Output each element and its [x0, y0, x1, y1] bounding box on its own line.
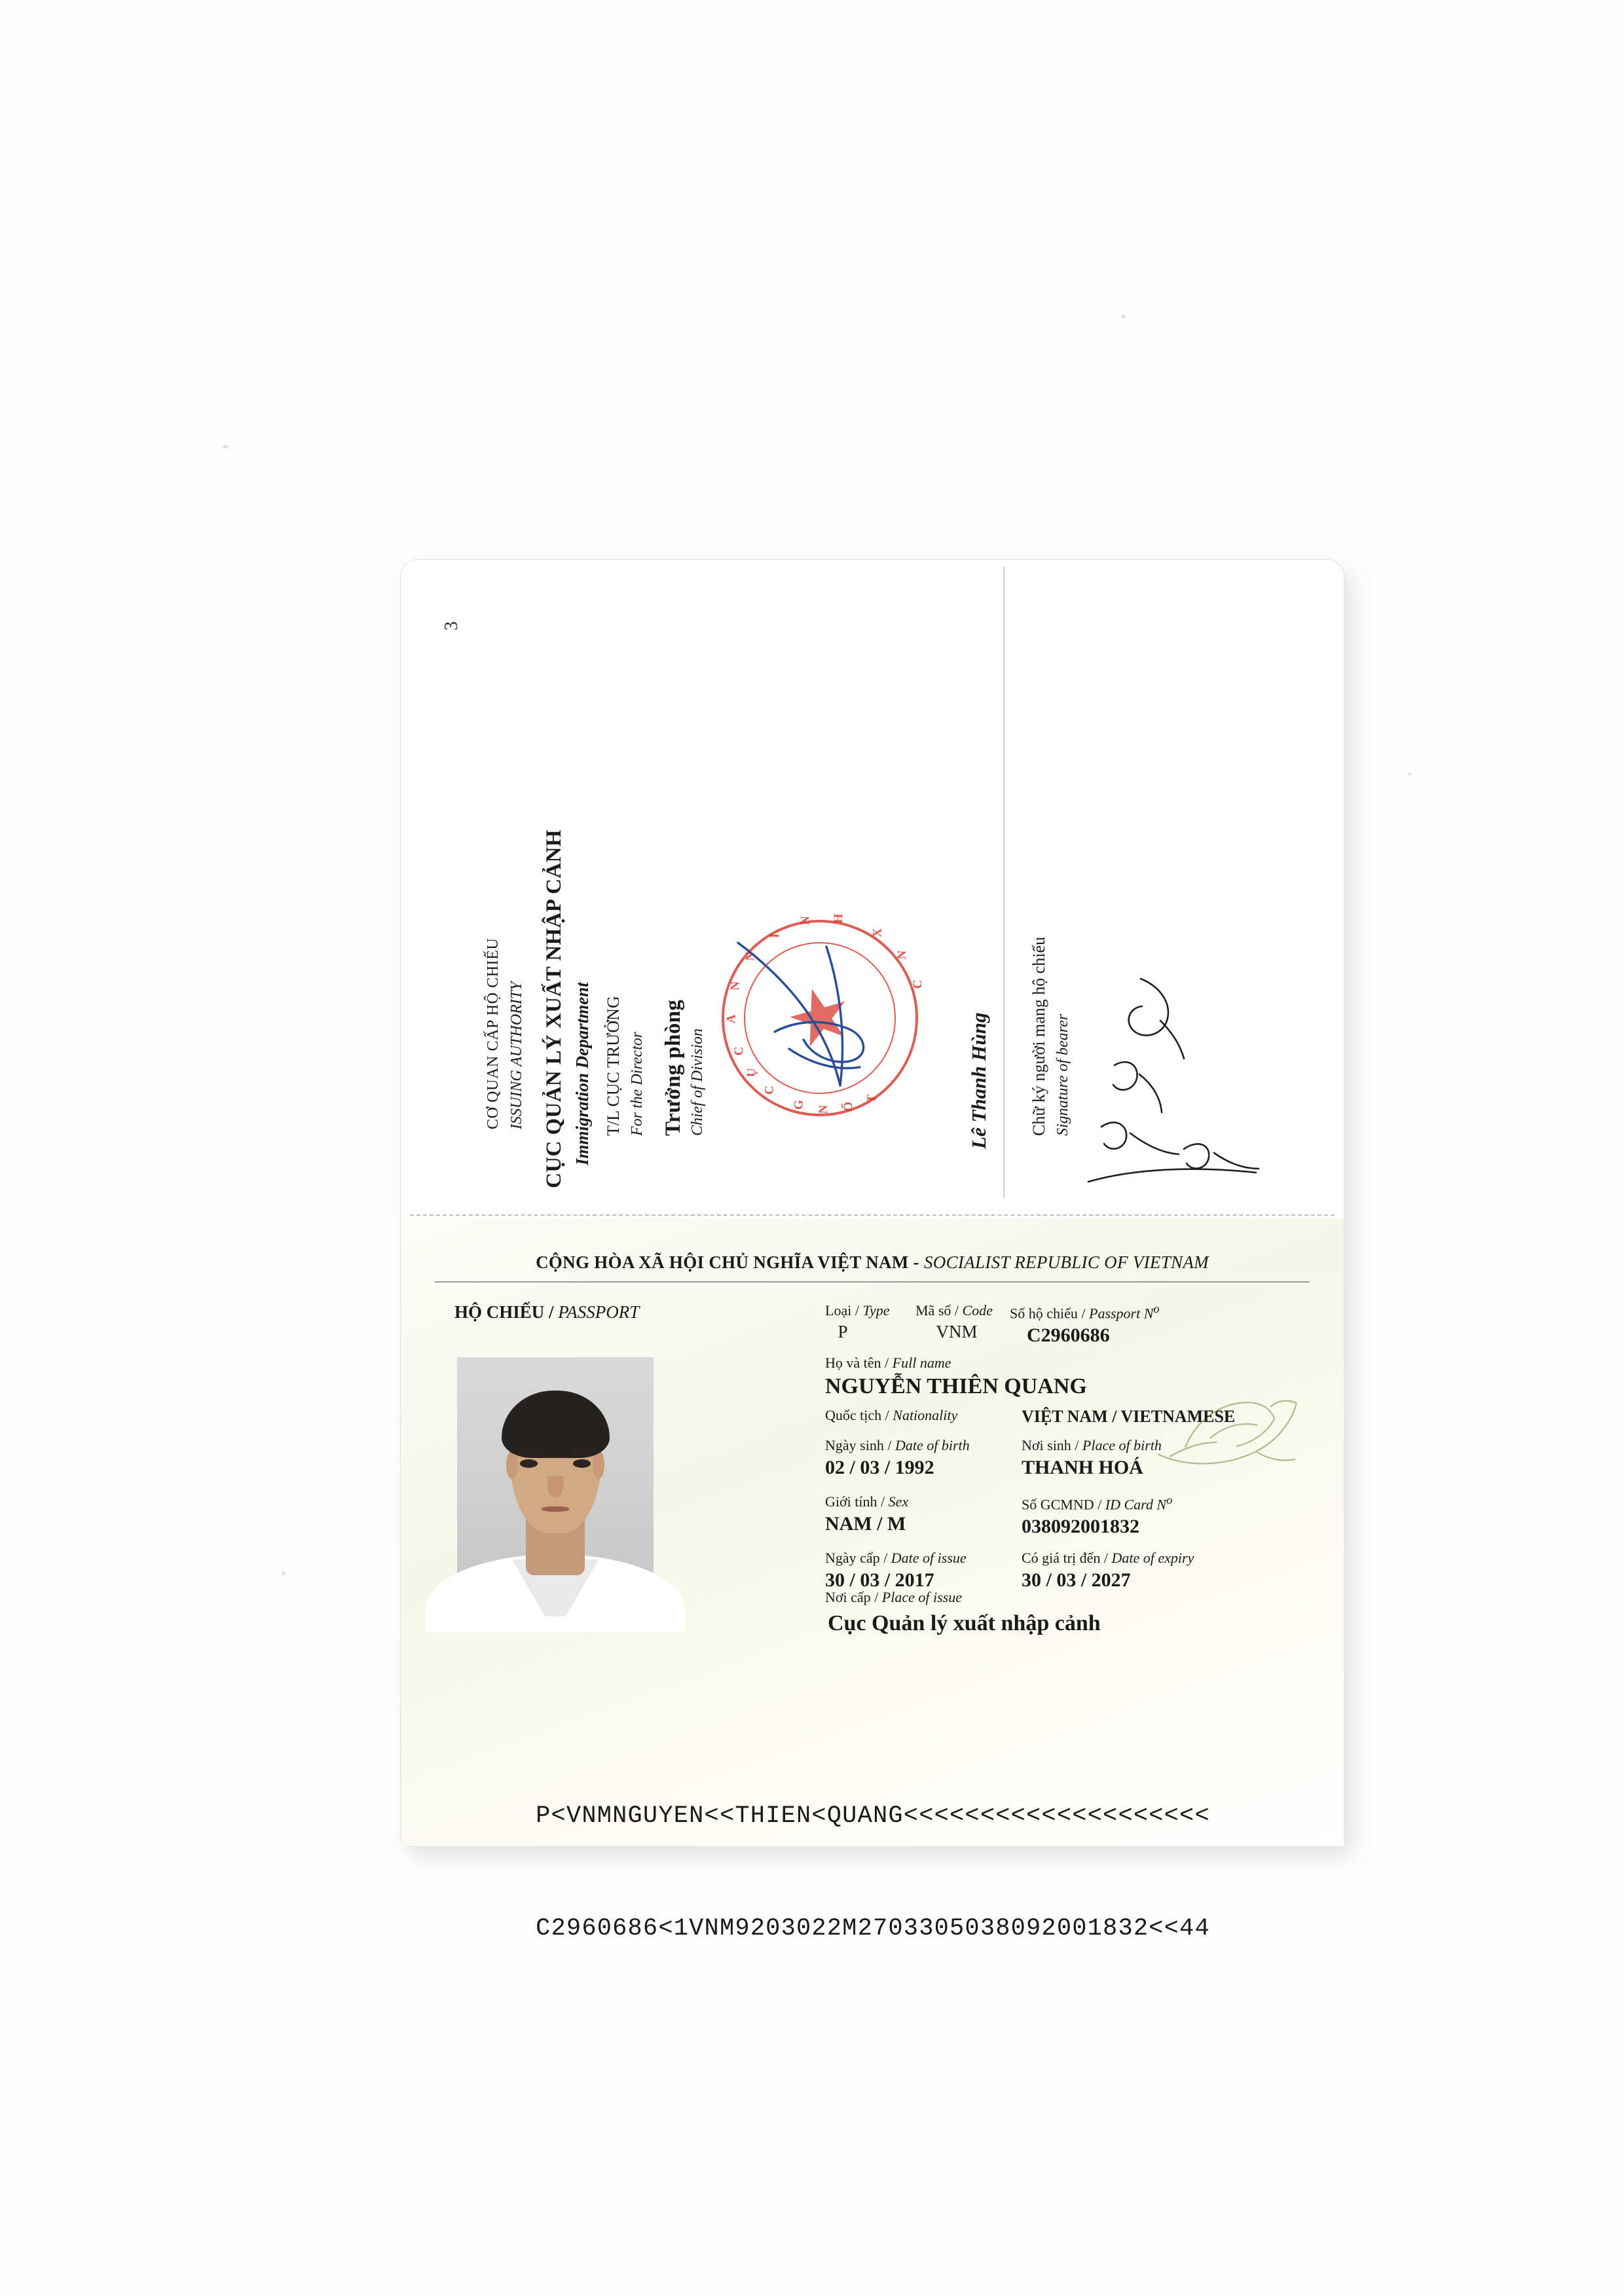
passport-photo — [457, 1357, 654, 1616]
machine-readable-zone — [437, 1722, 1308, 2023]
field-date-of-expiry — [1022, 1550, 1194, 1592]
officer-title-en: Chief of Division — [689, 1029, 706, 1136]
field-id-card-number — [1022, 1493, 1172, 1538]
field-date-of-birth-caption: Ngày sinh / Date of birth — [825, 1437, 970, 1453]
field-passport-number — [1010, 1302, 1160, 1347]
field-place-of-birth-caption: Nơi sinh / Place of birth — [1022, 1437, 1162, 1453]
field-code — [915, 1302, 998, 1342]
field-nationality-value-wrap — [1022, 1407, 1235, 1427]
field-sex-caption: Giới tính / Sex — [825, 1493, 909, 1510]
scan-speck — [223, 445, 229, 448]
field-date-of-birth — [825, 1437, 970, 1479]
country-title-vi: CỘNG HÒA XÃ HỘI CHỦ NGHĨA VIỆT NAM - — [536, 1252, 924, 1272]
passport-spread — [401, 560, 1344, 1942]
field-date-of-expiry-caption: Có giá trị đến / Date of expiry — [1022, 1550, 1194, 1566]
page-divider — [1003, 566, 1005, 1198]
scan-speck — [282, 1571, 286, 1575]
page-fold-line — [410, 1214, 1335, 1216]
passport-page-3 — [401, 560, 1344, 1214]
field-date-of-birth-value: 02 / 03 / 1992 — [825, 1457, 934, 1478]
field-date-of-issue — [825, 1550, 967, 1592]
document-label-vi: HỘ CHIẾU / — [454, 1302, 559, 1322]
mrz-line-1: P<VNMNGUYEN<<THIEN<QUANG<<<<<<<<<<<<<<<<<<<< — [536, 1802, 1210, 1830]
bearer-signature-caption-en: Signature of bearer — [1054, 1013, 1071, 1136]
official-signature — [712, 903, 928, 1120]
country-title-en: SOCIALIST REPUBLIC OF VIETNAM — [923, 1252, 1209, 1272]
field-place-of-birth — [1022, 1437, 1162, 1479]
page-number: 3 — [441, 621, 462, 630]
field-full-name-value: NGUYỄN THIÊN QUANG — [825, 1374, 1087, 1398]
field-id-card-number-caption: Số GCMND / ID Card $N^o$ — [1022, 1493, 1173, 1513]
passport-data-page — [401, 1218, 1344, 1942]
field-date-of-issue-caption: Ngày cấp / Date of issue — [825, 1550, 967, 1566]
issuing-authority-caption-vi: CƠ QUAN CẤP HỘ CHIẾU — [485, 938, 502, 1129]
country-title — [401, 1252, 1344, 1273]
document-label — [454, 1302, 639, 1322]
official-seal-icon: T Ổ N G C Ụ C A N N I N H X N C — [718, 917, 921, 1120]
scan-speck — [1121, 314, 1126, 319]
officer-name: Lê Thanh Hùng — [967, 1012, 990, 1149]
field-type — [825, 1302, 890, 1342]
field-sex — [825, 1493, 908, 1535]
mrz-line-2: C2960686<1VNM9203022M2703305038092001832<<44 — [536, 1914, 1210, 1942]
dove-watermark-icon — [1146, 1369, 1310, 1493]
field-place-of-issue-value: Cục Quản lý xuất nhập cảnh — [828, 1611, 1101, 1635]
field-id-card-number-value: 038092001832 — [1022, 1516, 1139, 1538]
issuing-authority-caption-en: ISSUING AUTHORITY — [508, 981, 525, 1129]
document-label-en: PASSPORT — [558, 1302, 640, 1322]
field-type-value: P — [838, 1322, 848, 1341]
bearer-signature-caption-vi: Chữ ký người mang hộ chiếu — [1029, 936, 1048, 1136]
bearer-handwritten-signature — [1062, 953, 1278, 1214]
field-passport-number-caption: Số hộ chiếu / Passport $N^o$ — [1010, 1302, 1160, 1322]
field-date-of-issue-value: 30 / 03 / 2017 — [825, 1569, 934, 1591]
field-code-caption: Mã số / Code — [915, 1302, 993, 1319]
field-sex-value: NAM / M — [825, 1513, 906, 1535]
field-nationality — [825, 1407, 957, 1424]
scan-speck — [1408, 773, 1411, 776]
field-nationality-caption: Quốc tịch / Nationality — [825, 1407, 958, 1423]
field-type-caption: Loại / Type — [825, 1302, 890, 1319]
field-date-of-expiry-value: 30 / 03 / 2027 — [1022, 1569, 1131, 1591]
field-passport-number-value: C2960686 — [1027, 1324, 1110, 1347]
delegate-caption-vi: T/L CỤC TRƯỞNG — [604, 996, 623, 1136]
field-nationality-value: VIỆT NAM / VIETNAMESE — [1022, 1407, 1236, 1426]
officer-title-vi: Trưởng phòng — [661, 999, 685, 1136]
issuing-authority-value-en: Immigration Department — [572, 982, 592, 1165]
field-full-name — [825, 1355, 1087, 1399]
field-place-of-issue-caption: Nơi cấp / Place of issue — [825, 1589, 962, 1605]
field-code-value: VNM — [936, 1322, 978, 1341]
field-place-of-issue — [825, 1589, 962, 1606]
field-full-name-caption: Họ và tên / Full name — [825, 1355, 951, 1371]
delegate-caption-en: For the Director — [629, 1031, 646, 1136]
field-place-of-birth-value: THANH HOÁ — [1022, 1457, 1143, 1478]
issuing-authority-value-vi: CỤC QUẢN LÝ XUẤT NHẬP CẢNH — [542, 829, 566, 1188]
title-rule — [435, 1281, 1310, 1283]
